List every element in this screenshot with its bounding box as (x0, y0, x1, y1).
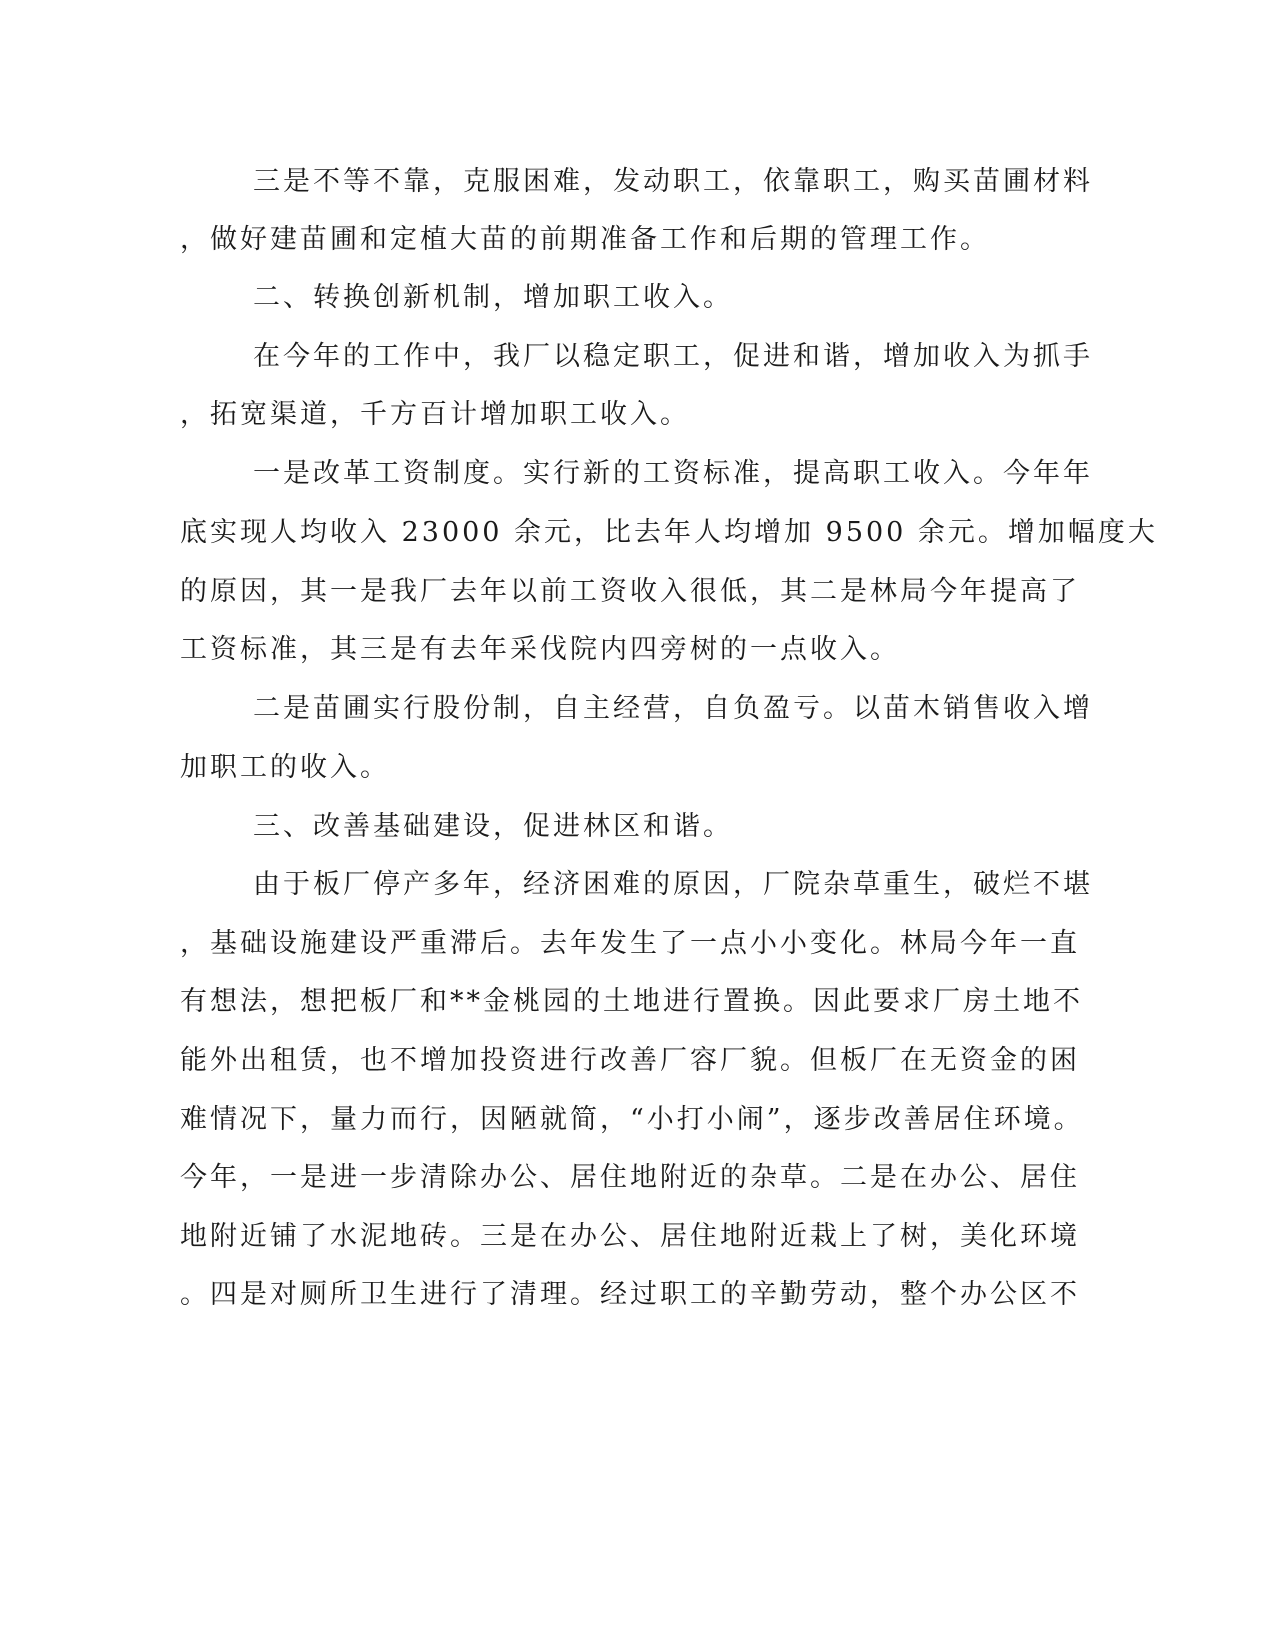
text-line: 能外出租赁，也不增加投资进行改善厂容厂貌。但板厂在无资金的困 (180, 1045, 1080, 1076)
text-line: ，做好建苗圃和定植大苗的前期准备工作和后期的管理工作。 (180, 224, 990, 255)
text-line: 由于板厂停产多年，经济困难的原因，厂院杂草重生，破烂不堪 (253, 869, 1093, 900)
text-line: 在今年的工作中，我厂以稳定职工，促进和谐，增加收入为抓手 (253, 341, 1093, 372)
text-line: 的原因，其一是我厂去年以前工资收入很低，其二是林局今年提高了 (180, 576, 1080, 607)
text-line: 一是改革工资制度。实行新的工资标准，提高职工收入。今年年 (253, 458, 1093, 489)
section-heading-2: 二、转换创新机制，增加职工收入。 (253, 282, 733, 313)
text-line: 底实现人均收入 23000 余元，比去年人均增加 9500 余元。增加幅度大 (180, 517, 1158, 548)
text-line: 地附近铺了水泥地砖。三是在办公、居住地附近栽上了树，美化环境 (180, 1221, 1080, 1252)
text-line: ，基础设施建设严重滞后。去年发生了一点小小变化。林局今年一直 (180, 928, 1080, 959)
text-line: 三是不等不靠，克服困难，发动职工，依靠职工，购买苗圃材料 (253, 166, 1093, 197)
text-line: 难情况下，量力而行，因陋就简，“小打小闹”，逐步改善居住环境。 (180, 1104, 1084, 1135)
text-line: 有想法，想把板厂和**金桃园的土地进行置换。因此要求厂房土地不 (180, 986, 1083, 1017)
text-line: 加职工的收入。 (180, 752, 390, 783)
text-line: 二是苗圃实行股份制，自主经营，自负盈亏。以苗木销售收入增 (253, 693, 1093, 724)
text-line: ，拓宽渠道，千方百计增加职工收入。 (180, 399, 690, 430)
text-line: 工资标准，其三是有去年采伐院内四旁树的一点收入。 (180, 634, 900, 665)
text-line: 今年，一是进一步清除办公、居住地附近的杂草。二是在办公、居住 (180, 1162, 1080, 1193)
section-heading-3: 三、改善基础建设，促进林区和谐。 (253, 811, 733, 842)
text-line: 。四是对厕所卫生进行了清理。经过职工的辛勤劳动，整个办公区不 (180, 1279, 1080, 1310)
